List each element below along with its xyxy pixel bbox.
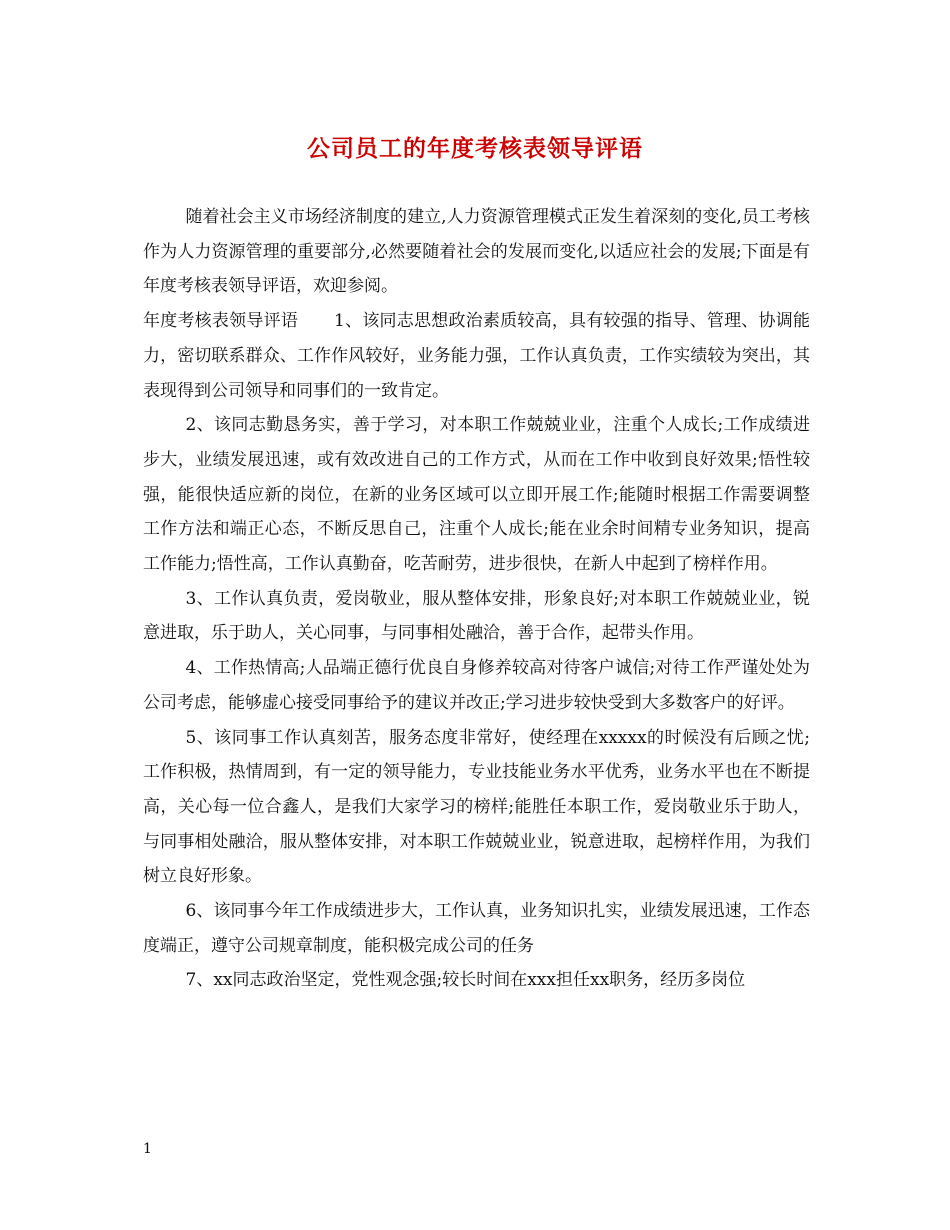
comment-item-4: 4、工作热情高;人品端正德行优良自身修养较高对待客户诚信;对待工作严谨处处为公司考虑，能够虚心接受同事给予的建议并改正;学习进步较快受到大多数客户的好评。: [143, 658, 810, 713]
document-title: 公司员工的年度考核表领导评语: [307, 135, 643, 162]
document-body: [143, 200, 810, 998]
comment-item-2: 2、该同志勤恳务实，善于学习，对本职工作兢兢业业，注重个人成长;工作成绩进步大，业绩发展迅速，或有效改进自己的工作方式，从而在工作中收到良好效果;悟性较强，能很快适应新的岗位，在新的业务区域可以立即开展工作;能随时根据工作需要调整工作方法和端正心态，不断反思自己，注重个人成长;能在业余时间精专业务知识，提高工作能力;悟性高，工作认真勤奋，吃苦耐劳，进步很快，在新人中起到了榜样作用。: [143, 415, 810, 575]
comment-item-7: 7、xx同志政治坚定，党性观念强;较长时间在xxx担任xx职务，经历多岗位: [185, 970, 746, 991]
comment-item-3: 3、工作认真负责，爱岗敬业，服从整体安排，形象良好;对本职工作兢兢业业，锐意进取，乐于助人，关心同事，与同事相处融洽，善于合作，起带头作用。: [143, 588, 810, 644]
comment-item-6: 6、该同事今年工作成绩进步大，工作认真，业务知识扎实，业绩发展迅速，工作态度端正，遵守公司规章制度，能积极完成公司的任务: [143, 901, 810, 956]
section-first-paragraph: [143, 304, 810, 408]
section-heading: 年度考核表领导评语: [143, 311, 299, 332]
page-number: 1: [143, 1141, 152, 1157]
intro-paragraph: 随着社会主义市场经济制度的建立,人力资源管理模式正发生着深刻的变化,员工考核作为人力资源管理的重要部分,必然要随着社会的发展而变化,以适应社会的发展;下面是有年度考核表领导评语，欢迎参阅。: [143, 207, 810, 297]
comment-item-1: 1、该同志思想政治素质较高，具有较强的指导、管理、协调能力，密切联系群众、工作作风较好，业务能力强，工作认真负责，工作实绩较为突出，其表现得到公司领导和同事们的一致肯定。: [143, 311, 810, 401]
comment-item-5: 5、该同事工作认真刻苦，服务态度非常好，使经理在xxxxx的时候没有后顾之忧;工作积极，热情周到，有一定的领导能力，专业技能业务水平优秀，业务水平也在不断提高，关心每一位合鑫人，是我们大家学习的榜样;能胜任本职工作，爱岗敬业乐于助人，与同事相处融洽，服从整体安排，对本职工作兢兢业业，锐意进取，起榜样作用，为我们树立良好形象。: [143, 727, 810, 887]
